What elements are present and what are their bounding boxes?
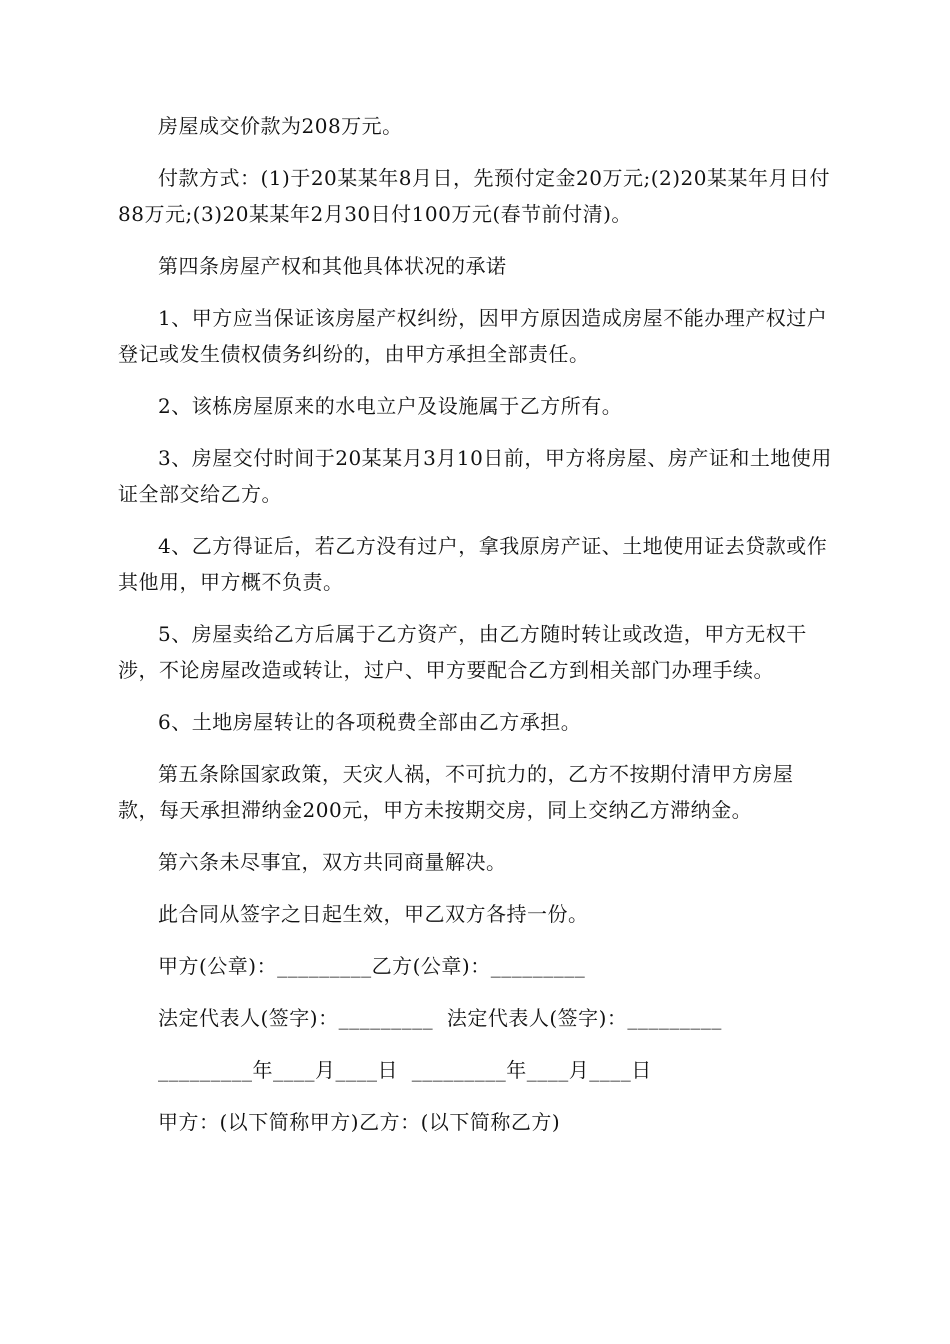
article-five: 第五条除国家政策，天灾人祸，不可抗力的，乙方不按期付清甲方房屋款，每天承担滞纳金200元，甲方未按期交房，同上交纳乙方滞纳金。 bbox=[118, 762, 794, 822]
article-six: 第六条未尽事宜，双方共同商量解决。 bbox=[158, 850, 507, 874]
signature-date-line: _________年____月____日 _________年____月____日 bbox=[158, 1058, 652, 1082]
clause-item-2: 2、该栋房屋原来的水电立户及设施属于乙方所有。 bbox=[158, 394, 623, 418]
signature-seal-line: 甲方(公章)：_________乙方(公章)：_________ bbox=[158, 954, 586, 978]
paragraph-price: 房屋成交价款为208万元。 bbox=[158, 114, 403, 138]
clause-item-3: 3、房屋交付时间于20某某月3月10日前，甲方将房屋、房产证和土地使用证全部交给乙方。 bbox=[118, 446, 832, 506]
clause-item-1: 1、甲方应当保证该房屋产权纠纷，因甲方原因造成房屋不能办理产权过户登记或发生债权债务纠纷的，由甲方承担全部责任。 bbox=[118, 306, 828, 366]
signature-representative-line: 法定代表人(签字)：_________ 法定代表人(签字)：_________ bbox=[158, 1006, 722, 1030]
parties-line: 甲方：(以下简称甲方)乙方：(以下简称乙方) bbox=[158, 1110, 561, 1134]
clause-item-5: 5、房屋卖给乙方后属于乙方资产，由乙方随时转让或改造，甲方无权干涉，不论房屋改造或转让，过户、甲方要配合乙方到相关部门办理手续。 bbox=[118, 622, 807, 682]
effective-clause: 此合同从签字之日起生效，甲乙双方各持一份。 bbox=[158, 902, 589, 926]
document-body bbox=[118, 108, 834, 1156]
paragraph-payment-method: 付款方式：(1)于20某某年8月日，先预付定金20万元;(2)20某某年月日付88万元;(3)20某某年2月30日付100万元(春节前付清)。 bbox=[118, 166, 830, 226]
heading-article-four: 第四条房屋产权和其他具体状况的承诺 bbox=[158, 254, 507, 278]
clause-item-4: 4、乙方得证后，若乙方没有过户，拿我原房产证、土地使用证去贷款或作其他用，甲方概不负责。 bbox=[118, 534, 828, 594]
clause-item-6: 6、土地房屋转让的各项税费全部由乙方承担。 bbox=[158, 710, 582, 734]
